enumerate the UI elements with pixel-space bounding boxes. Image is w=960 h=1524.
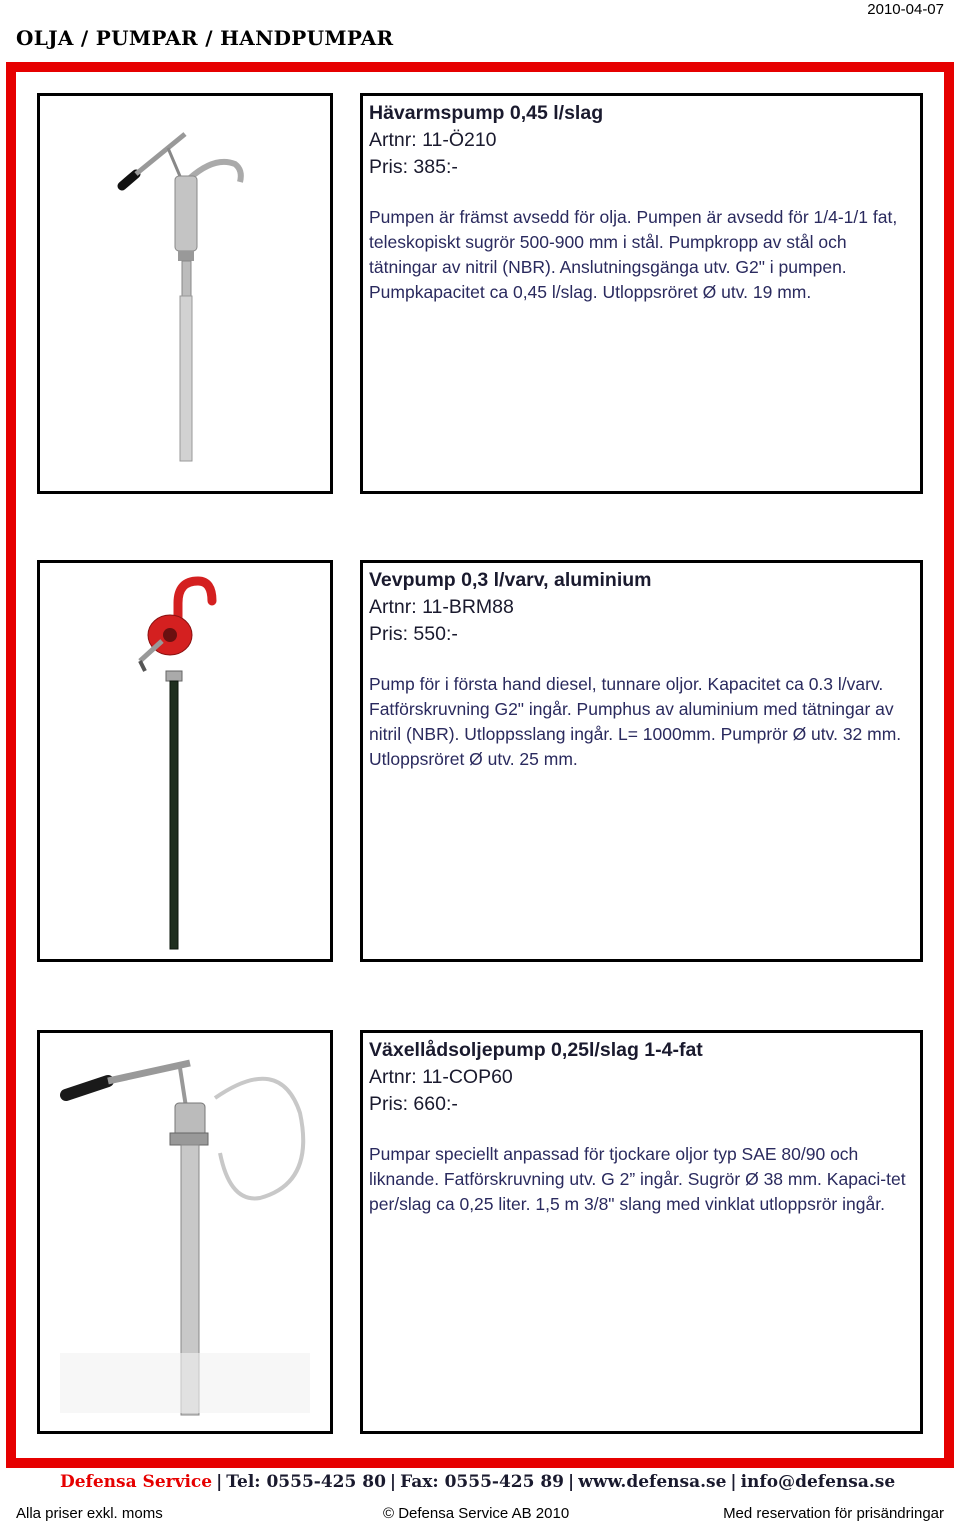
crank-pump-image [40, 563, 330, 959]
product-title: Hävarmspump 0,45 l/slag [369, 102, 604, 124]
footer-fax: Fax: 0555-425 89 [400, 1472, 565, 1492]
product-title: Vevpump 0,3 l/varv, aluminium [369, 569, 652, 591]
print-date: 2010-04-07 [867, 1, 944, 18]
gear-oil-pump-image [40, 1033, 330, 1431]
product-title: Växellådsoljepump 0,25l/slag 1-4-fat [369, 1039, 703, 1061]
footer-contact-band [60, 1472, 895, 1492]
footer-copyright: © Defensa Service AB 2010 [383, 1505, 570, 1522]
footer-divider: | [216, 1472, 223, 1492]
product-text-box-1 [360, 93, 923, 494]
product-description: Pumpen är främst avsedd för olja. Pumpen är avsedd för 1/4-1/1 fat, teleskopiskt sugrör 500-900 mm i stål. Pumpkropp av stål och tätningar av nitril (NBR). Anslutningsgänga utv. G2" i pumpen. Pumpkapacitet ca 0,45 l/slag. Utloppsröret Ø utv. 19 mm. [369, 207, 898, 302]
product-description: Pump för i första hand diesel, tunnare oljor. Kapacitet ca 0.3 l/varv. Fatförskruvning G2" ingår. Pumphus av aluminium med tätningar av nitril (NBR). Utloppsslang ingår. L= 1000mm. Pumprör Ø utv. 32 mm. Utloppsröret Ø utv. 25 mm. [369, 674, 902, 769]
page-title: OLJA / PUMPAR / HANDPUMPAR [16, 26, 394, 50]
product-artnr: Artnr: 11-Ö210 [369, 129, 497, 151]
product-artnr: Artnr: 11-COP60 [369, 1066, 513, 1088]
footer-divider: | [568, 1472, 575, 1492]
lever-pump-image [40, 96, 330, 491]
product-text-box-3 [360, 1030, 923, 1434]
product-price: Pris: 660:- [369, 1093, 458, 1115]
footer-phone: Tel: 0555-425 80 [226, 1472, 386, 1492]
footer-divider: | [730, 1472, 737, 1492]
product-image-box-1 [37, 93, 333, 494]
footer-price-reservation: Med reservation för prisändringar [723, 1505, 944, 1522]
footer-brand: Defensa Service [60, 1472, 213, 1492]
product-description: Pumpar speciellt anpassad för tjockare oljor typ SAE 80/90 och liknande. Fatförskruvning utv. G 2” ingår. Sugrör Ø 38 mm. Kapaci-tet per/slag ca 0,25 liter. 1,5 m 3/8" slang med vinklat utloppsrör ingår. [369, 1144, 906, 1214]
product-price: Pris: 550:- [369, 623, 458, 645]
footer-vat-note: Alla priser exkl. moms [16, 1505, 163, 1522]
product-price: Pris: 385:- [369, 156, 458, 178]
product-artnr: Artnr: 11-BRM88 [369, 596, 514, 618]
footer-email-link[interactable]: info@defensa.se [740, 1472, 896, 1492]
footer-divider: | [389, 1472, 397, 1492]
product-image-box-2 [37, 560, 333, 962]
product-text-box-2 [360, 560, 923, 962]
footer-web-link[interactable]: www.defensa.se [578, 1472, 727, 1492]
product-image-box-3 [37, 1030, 333, 1434]
